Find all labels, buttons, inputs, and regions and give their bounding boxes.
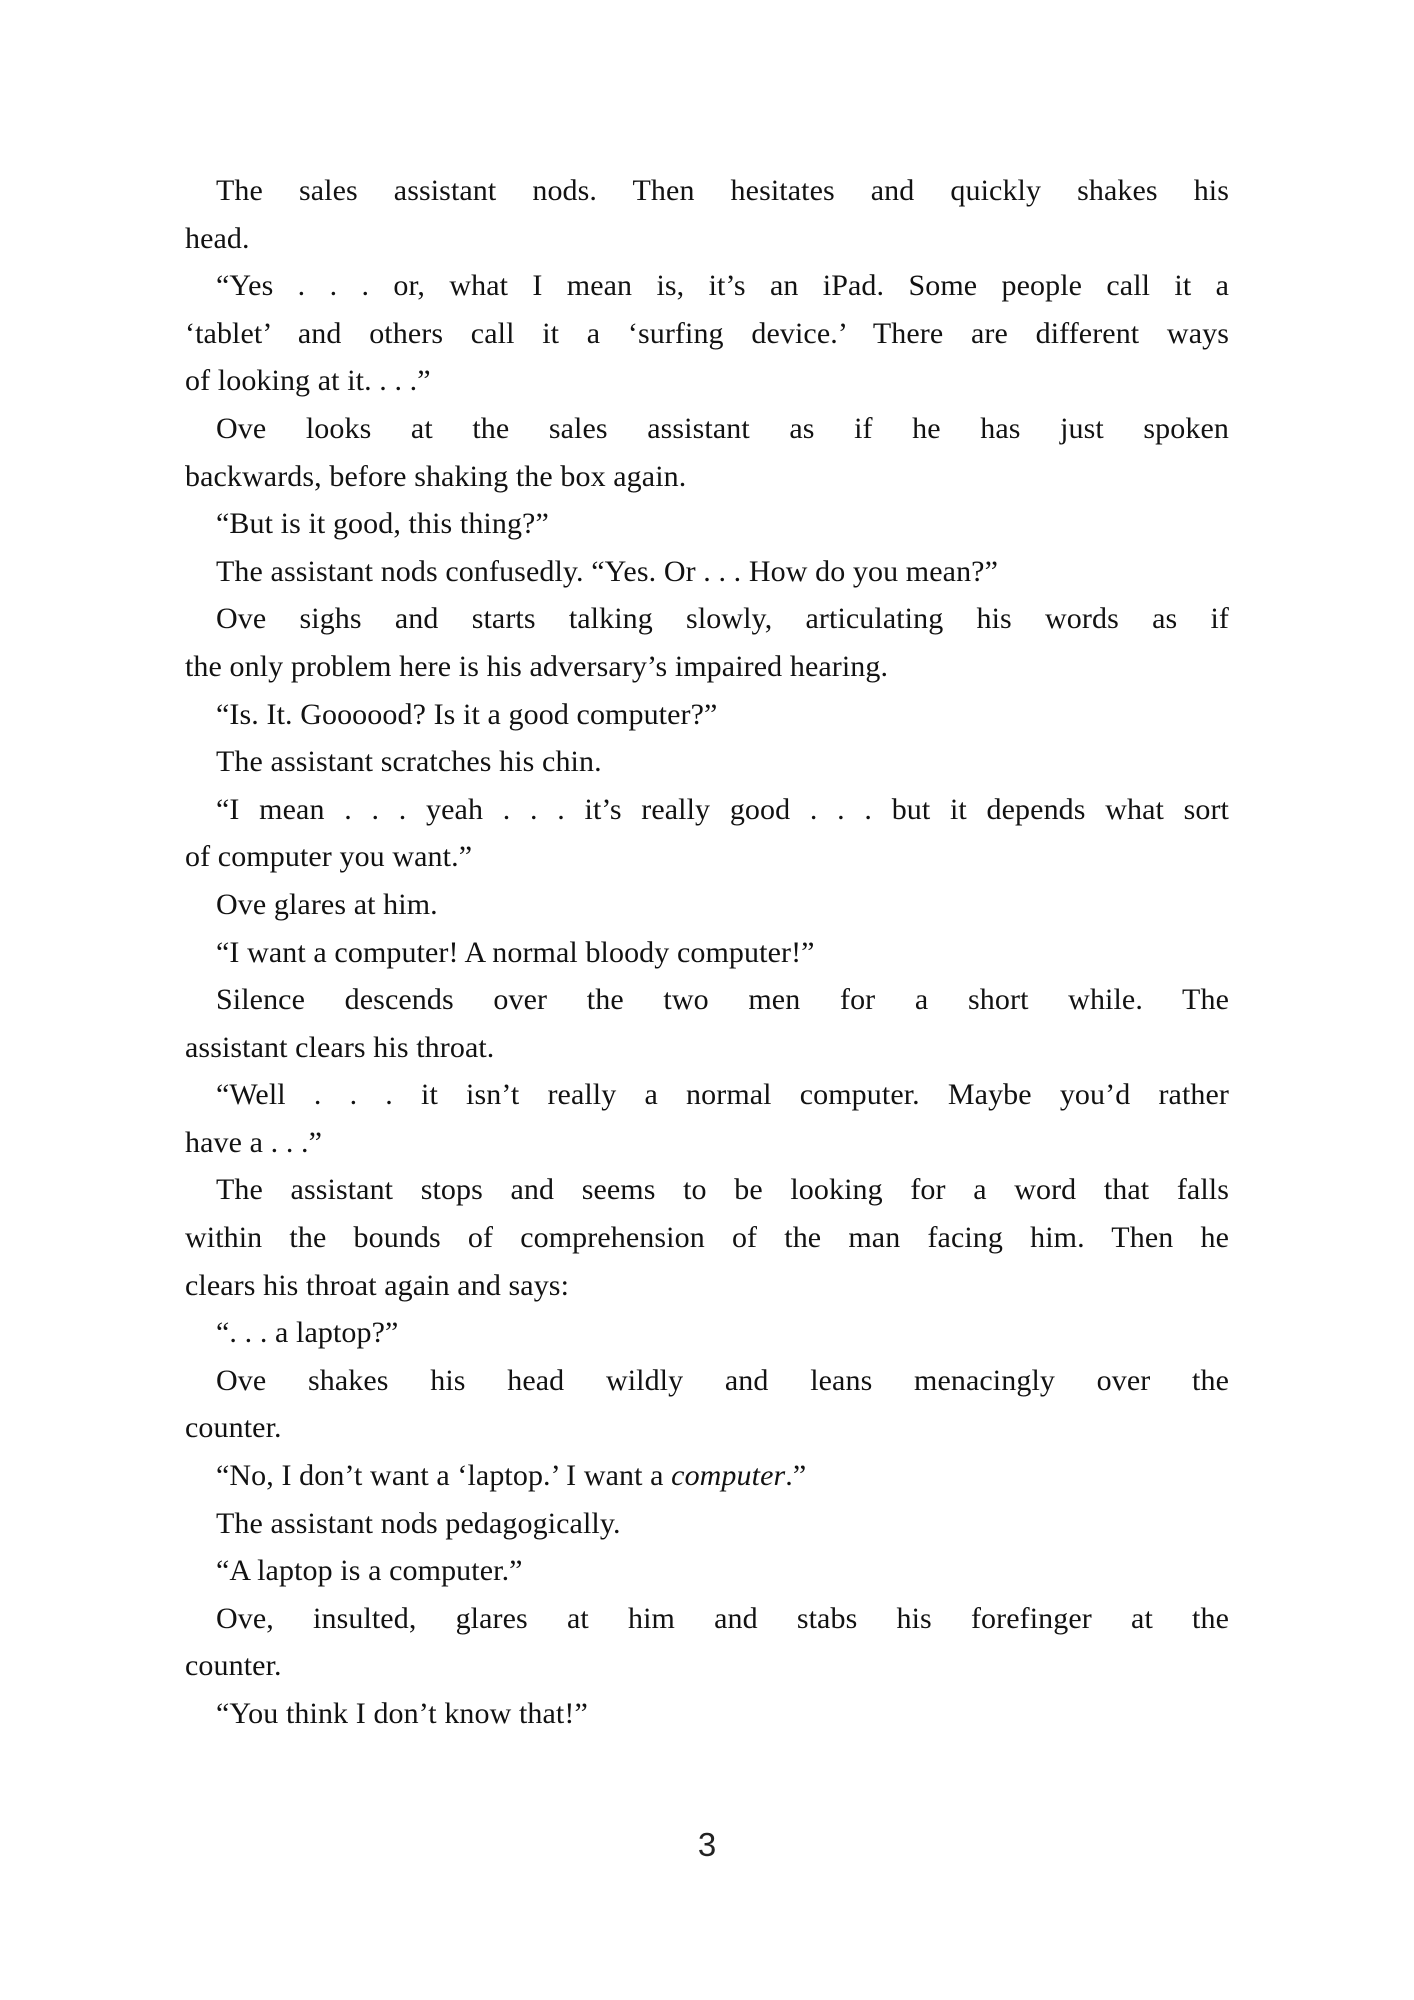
text-line: The assistant scratches his chin. — [216, 745, 602, 779]
text-line: of looking at it. . . .” — [185, 364, 431, 398]
text-line: Ove shakes his head wildly and leans menacingly over the — [216, 1363, 1229, 1397]
text-line: “I mean . . . yeah . . . it’s really good . . . but it depends what sort — [216, 792, 1229, 826]
text-segment: .” — [785, 1459, 807, 1493]
text-line: “. . . a laptop?” — [216, 1316, 399, 1350]
text-line: counter. — [185, 1649, 282, 1683]
text-line: “A laptop is a computer.” — [216, 1554, 523, 1588]
text-line: The assistant nods confusedly. “Yes. Or . . . How do you mean?” — [216, 554, 999, 588]
text-line: “Well . . . it isn’t really a normal computer. Maybe you’d rather — [216, 1078, 1229, 1112]
text-line: Ove looks at the sales assistant as if he has just spoken — [216, 411, 1229, 445]
text-line: Ove sighs and starts talking slowly, articulating his words as if — [216, 602, 1229, 636]
text-line: assistant clears his throat. — [185, 1030, 495, 1064]
text-line: backwards, before shaking the box again. — [185, 459, 687, 493]
text-line — [185, 1452, 1229, 1500]
text-line: ‘tablet’ and others call it a ‘surfing device.’ There are different ways — [185, 316, 1229, 350]
text-line: Ove glares at him. — [216, 887, 438, 921]
text-line: Ove, insulted, glares at him and stabs his forefinger at the — [216, 1601, 1229, 1635]
text-line: The sales assistant nods. Then hesitates and quickly shakes his — [216, 174, 1229, 207]
text-line: have a . . .” — [185, 1125, 323, 1159]
text-line: head. — [185, 221, 250, 255]
text-line: counter. — [185, 1411, 282, 1445]
text-line: The assistant stops and seems to be looking for a word that falls — [216, 1173, 1229, 1207]
text-segment: “No, I don’t want a ‘laptop.’ I want a — [216, 1459, 672, 1493]
text-line: “Is. It. Goooood? Is it a good computer?” — [216, 697, 718, 731]
text-line: within the bounds of comprehension of the man facing him. Then he — [185, 1221, 1229, 1255]
text-line: “I want a computer! A normal bloody computer!” — [216, 935, 815, 969]
text-line: The assistant nods pedagogically. — [216, 1506, 621, 1540]
text-line: “But is it good, this thing?” — [216, 507, 549, 541]
page-number: 3 — [697, 1826, 717, 1863]
text-line: of computer you want.” — [185, 840, 473, 874]
italic-word: computer — [671, 1459, 786, 1493]
text-line: “Yes . . . or, what I mean is, it’s an iPad. Some people call it a — [216, 269, 1229, 303]
text-line: the only problem here is his adversary’s impaired hearing. — [185, 649, 889, 683]
page-text — [185, 167, 1229, 1738]
text-line: clears his throat again and says: — [185, 1268, 570, 1302]
text-line: Silence descends over the two men for a short while. The — [216, 983, 1229, 1017]
text-line: “You think I don’t know that!” — [216, 1697, 588, 1730]
